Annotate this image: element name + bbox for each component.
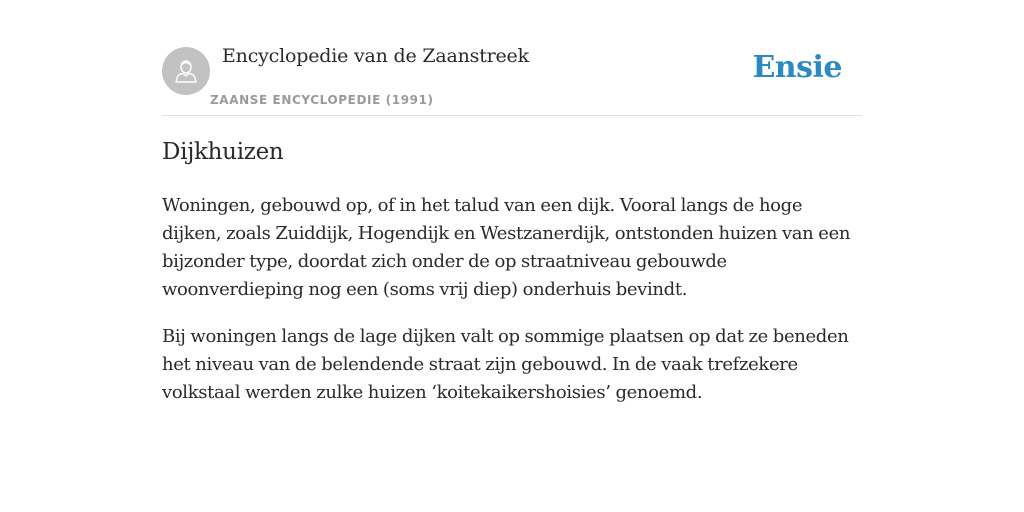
ensie-logo[interactable]: Ensie xyxy=(752,50,842,85)
entry-paragraph: Bij woningen langs de lage dijken valt op sommige plaatsen op dat ze beneden het niveau van de belendende straat zijn gebouwd. In de vaak trefzekere volkstaal werden zulke huizen ‘koitekaikershoisies’ genoemd. xyxy=(162,326,849,403)
source-title[interactable]: Encyclopedie van de Zaanstreek xyxy=(222,45,529,67)
user-silhouette-icon xyxy=(172,57,200,85)
source-subtitle[interactable]: ZAANSE ENCYCLOPEDIE (1991) xyxy=(210,93,434,107)
entry-body xyxy=(162,192,864,426)
entry-title: Dijkhuizen xyxy=(162,139,284,165)
source-header xyxy=(162,0,862,116)
page xyxy=(162,0,862,403)
avatar[interactable] xyxy=(162,47,210,95)
entry-paragraph: Woningen, gebouwd op, of in het talud van een dijk. Vooral langs de hoge dijken, zoals Zuiddijk, Hogendijk en Westzanerdijk, ontstonden huizen van een bijzonder type, doordat zich onder de op straatniveau gebouwde woonverdieping nog een (soms vrij diep) onderhuis bevindt. xyxy=(162,195,851,300)
